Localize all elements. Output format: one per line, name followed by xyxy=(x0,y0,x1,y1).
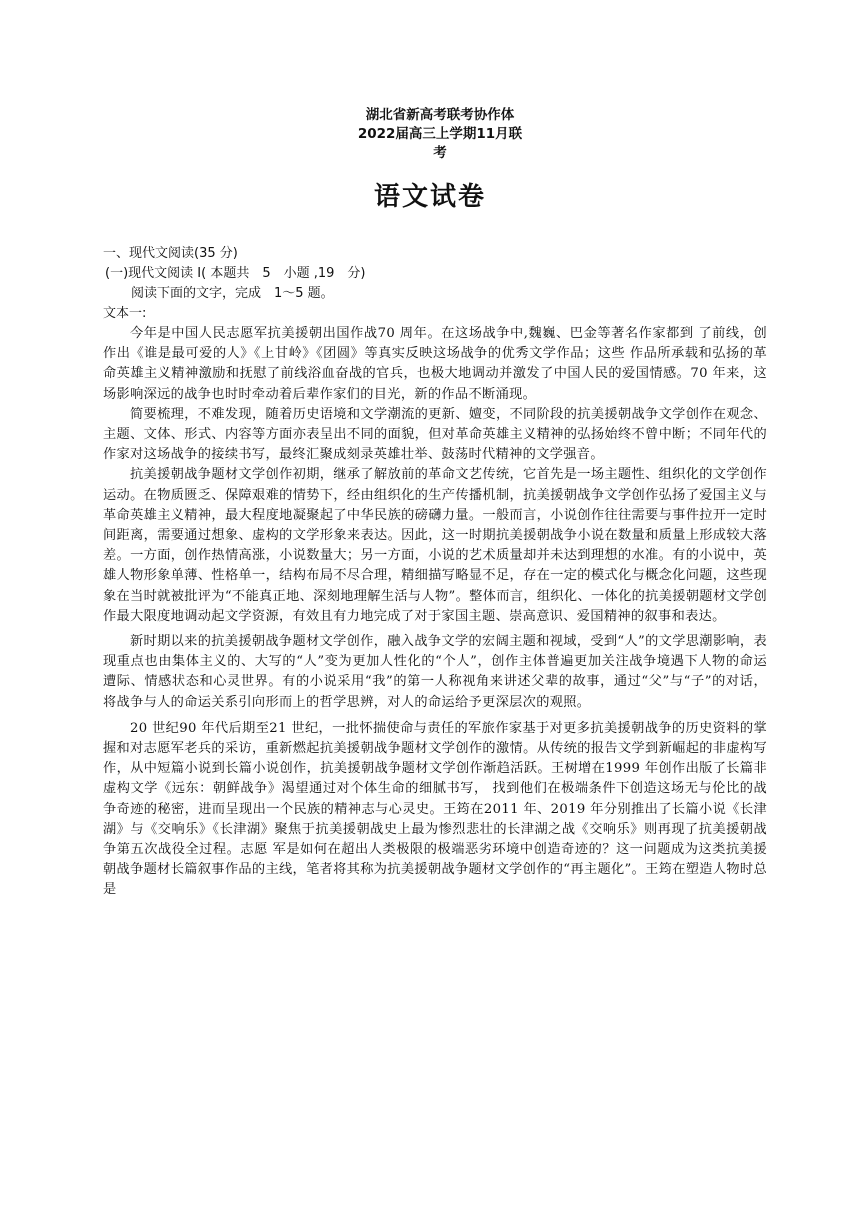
term-line-1: 2022届高三上学期11月联 xyxy=(357,126,523,142)
paragraph: 今年是中国人民志愿军抗美援朝出国作战70 周年。在这场战争中,魏巍、巴金等著名作家都到 了前线，创作出《谁是最可爱的人》《上甘岭》《团圆》等真实反映这场战争的优秀文学作品；这些 作品所承载和弘扬的革命英雄主义精神激励和抚慰了前线浴血奋战的官兵，也极大地调动并激发了中国人民的爱国情感。70 年来，这场影响深远的战争也时时牵动着后辈作家们的目光，新的作品不断涌现。 xyxy=(103,326,767,402)
paragraph: 抗美援朝战争题材文学创作初期，继承了解放前的革命文艺传统，它首先是一场主题性、组织化的文学创作运动。在物质匮乏、保障艰难的情势下，经由组织化的生产传播机制，抗美援朝战争文学创作弘扬了爱国主义与革命英雄主义精神，最大程度地凝聚起了中华民族的磅礴力量。一般而言，小说创作往往需要与事件拉开一定时间距离，需要通过想象、虚构的文学形象来表达。因此，这一时期抗美援朝战争小说在数量和质量上形成较大落差。一方面，创作热情高涨，小说数量大；另一方面，小说的艺术质量却并未达到理想的水准。有的小说中，英雄人物形象单薄、性格单一，结构布局不尽合理，精细描写略显不足，存在一定的模式化与概念化问题，这些现象在当时就被批评为“不能真正地、深刻地理解生活与人物”。整体而言，组织化、一体化的抗美援朝题材文学创作最大限度地调动起文学资源，有效且有力地完成了对于家国主题、崇高意识、爱国精神的叙事和表达。 xyxy=(103,467,767,624)
instruction-text: 阅读下面的文字，完成 1～5 题。 xyxy=(131,286,334,301)
exam-header xyxy=(340,106,540,163)
text-label: 文本一: xyxy=(103,306,147,321)
page-title: 语文试卷 xyxy=(373,182,486,212)
paragraph: 20 世纪90 年代后期至21 世纪，一批怀揣使命与责任的军旅作家基于对更多抗美援朝战争的历史资料的掌握和对志愿军老兵的采访，重新燃起抗美援朝战争题材文学创作的激情。从传统的报告文学到新崛起的非虚构写作，从中短篇小说到长篇小说创作，抗美援朝战争题材文学创作渐趋活跃。王树增在1999 年创作出版了长篇非虚构文学《远东：朝鲜战争》渴望通过对个体生命的细腻书写， 找到他们在极端条件下创造这场无与伦比的战争奇迹的秘密，进而呈现出一个民族的精神志与心灵史。王筠在2011 年、2019 年分别推出了长篇小说《长津湖》与《交响乐》《长津湖》聚焦于抗美援朝战史上最为惨烈悲壮的长津湖之战《交响乐》则再现了抗美援朝战争第五次战役全过程。志愿 军是如何在超出人类极限的极端恶劣环境中创造奇迹的？这一问题成为这类抗美援朝战争题材长篇叙事作品的主线，笔者将其称为抗美援朝战争题材文学创作的“再主题化”。王筠在塑造人物时总是 xyxy=(103,720,767,898)
paragraph: 新时期以来的抗美援朝战争题材文学创作，融入战争文学的宏阔主题和视域，受到“人”的文学思潮影响，表现重点也由集体主义的、大写的“人”变为更加人性化的“个人”，创作主体普遍更加关注战争境遇下人物的命运遭际、情感状态和心灵世界。有的小说采用“我”的第一人称视角来讲述父辈的故事，通过“父”与“子”的对话，将战争与人的命运关系引向形而上的哲学思辨，对人的命运给予更深层次的观照。 xyxy=(103,634,767,710)
section-heading: 一、现代文阅读(35 分) xyxy=(103,246,238,261)
org-name: 湖北省新高考联考协作体 xyxy=(365,107,515,123)
paragraph: 简要梳理，不难发现，随着历史语境和文学潮流的更新、嬗变，不同阶段的抗美援朝战争文学创作在观念、主题、文体、形式、内容等方面亦表呈出不同的面貌，但对革命英雄主义精神的弘扬始终不曾中断；不同年代的作家对这场战争的接续书写，最终汇聚成刻录英雄壮举、鼓荡时代精神的文学强音。 xyxy=(103,406,767,463)
term-line-2: 考 xyxy=(433,145,447,161)
document-body xyxy=(103,244,767,901)
subsection-heading: (一)现代文阅读 I( 本题共 5 小题 ,19 分) xyxy=(105,266,366,281)
